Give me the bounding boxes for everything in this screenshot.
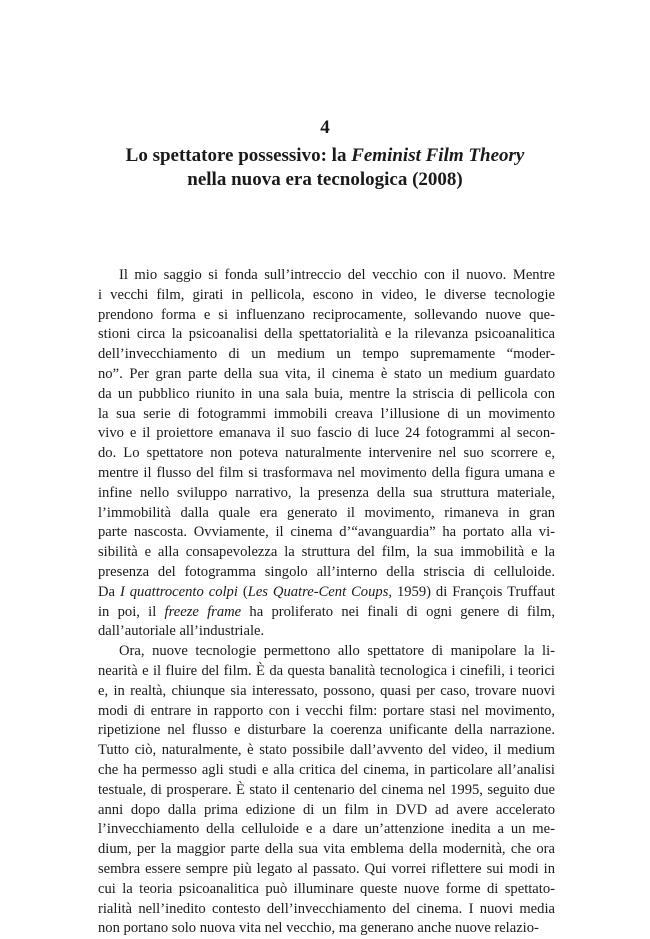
text-segment: sembra essere sempre più legato al passato. Qui vorrei riflettere sui modi in — [98, 860, 555, 877]
text-segment: anni dopo dalla prima edizione di un film in DVD ad avere accelerato — [98, 801, 555, 818]
text-segment: vivo e il proiettore emanava il suo fascio di luce 24 fotogrammi al secon- — [98, 425, 555, 442]
chapter-title-plain: Lo spettatore possessivo: la — [125, 145, 352, 166]
text-line — [98, 405, 555, 425]
text-segment: Il mio saggio si fonda sull’intreccio del vecchio con il nuovo. Mentre — [119, 267, 555, 283]
text-line — [98, 801, 555, 821]
body-text — [98, 266, 555, 939]
text-segment: ( — [237, 583, 248, 600]
text-line — [98, 444, 555, 464]
text-line — [98, 583, 555, 603]
text-line — [98, 325, 555, 345]
text-line — [98, 642, 555, 662]
chapter-title-italic: Feminist Film Theory — [351, 145, 525, 166]
text-line — [98, 622, 555, 642]
text-segment: dium, per la maggior parte della sua vita emblema della modernità, che ora — [98, 841, 555, 858]
text-line — [98, 266, 555, 286]
text-line — [98, 919, 555, 939]
text-line — [98, 365, 555, 385]
text-segment: , 1959) di François Truffaut — [388, 583, 555, 600]
text-line — [98, 484, 555, 504]
text-segment: che ha permesso agli studi e alla critica del cinema, in particolare all’analisi — [98, 761, 555, 778]
text-segment: stioni circa la psicoanalisi della spettatorialità e la rilevanza psicoanalitica — [98, 326, 555, 343]
text-line — [98, 721, 555, 741]
text-line — [98, 682, 555, 702]
text-segment: mentre il flusso del film si trasformava nel movimento della figura umana e — [98, 464, 555, 481]
chapter-title-line-1 — [90, 144, 560, 168]
text-line — [98, 860, 555, 880]
text-segment: l’invecchiamento della celluloide e a dare un’attenzione inedita a un me- — [98, 821, 555, 838]
text-line — [98, 424, 555, 444]
text-line — [98, 523, 555, 543]
text-segment: infine nello sviluppo narrativo, la presenza della sua struttura materiale, — [98, 484, 555, 501]
text-segment: ripetizione nel flusso e disturbare la coerenza unificante della narrazione. — [98, 722, 555, 739]
text-line — [98, 543, 555, 563]
text-segment: Ora, nuove tecnologie permettono allo spettatore di manipolare la li- — [119, 643, 555, 660]
chapter-title-line-2: nella nuova era tecnologica (2008) — [187, 169, 463, 190]
text-line — [98, 345, 555, 365]
text-line — [98, 385, 555, 405]
text-segment: parte nascosta. Ovviamente, il cinema d’“avanguardia” ha portato alla vi- — [98, 524, 555, 541]
text-line — [98, 603, 555, 623]
text-line — [98, 880, 555, 900]
text-line — [98, 741, 555, 761]
text-segment: Tutto ciò, naturalmente, è stato possibile dall’avvento del video, il medium — [98, 742, 555, 759]
text-segment: non portano solo nuova vita nel vecchio, ma generano anche nuove relazio- — [98, 920, 539, 937]
text-segment: e, in realtà, chiunque sia interessato, possono, quasi per caso, trovare nuovi — [98, 682, 555, 699]
text-segment: la sua serie di fotogrammi immobili creava l’illusione di un movimento — [98, 405, 555, 422]
text-segment: presenza del fotogramma singolo all’interno della striscia di celluloide. — [98, 563, 555, 580]
text-line — [98, 563, 555, 583]
text-segment: l’immobilità dalla quale era generato il movimento, rimaneva in gran — [98, 504, 555, 521]
text-line — [98, 900, 555, 920]
text-segment: i vecchi film, girati in pellicola, escono in video, le diverse tecnologie — [98, 286, 555, 303]
text-line — [98, 840, 555, 860]
text-segment: Da — [98, 583, 120, 600]
text-line — [98, 702, 555, 722]
chapter-title — [90, 144, 560, 192]
text-line — [98, 306, 555, 326]
italic-text: freeze frame — [164, 603, 242, 620]
text-line — [98, 286, 555, 306]
text-segment: da un pubblico riunito in una sala buia, mentre la striscia di pellicola con — [98, 385, 555, 402]
text-line — [98, 820, 555, 840]
text-segment: prendono forma e si influenzano reciprocamente, sollevando nuove que- — [98, 306, 555, 323]
text-segment: dall’autoriale all’industriale. — [98, 623, 265, 640]
text-line — [98, 761, 555, 781]
text-segment: nearità e il fluire del film. È da questa banalità tecnologica i cinefili, i teorici — [98, 662, 555, 679]
text-line — [98, 662, 555, 682]
text-line — [98, 504, 555, 524]
text-segment: cui la teoria psicoanalitica può illuminare queste nuove forme di spettato- — [98, 880, 555, 897]
text-segment: modi di entrare in rapporto con i vecchi film: portare stasi nel movimento, — [98, 702, 555, 719]
text-segment: testuale, di prosperare. È stato il centenario del cinema nel 1995, seguito due — [98, 781, 555, 798]
text-line — [98, 464, 555, 484]
text-segment: sibilità e alla consapevolezza la struttura del film, la sua immobilità e la — [98, 544, 555, 561]
italic-text: I quattrocento colpi — [119, 583, 238, 600]
text-segment: rialità nell’inedito contesto dell’invecchiamento del cinema. I nuovi media — [98, 900, 555, 917]
text-segment: in poi, il — [98, 603, 165, 620]
text-segment: dell’invecchiamento di un medium un tempo supremamente “moder- — [98, 346, 555, 363]
text-segment: no”. Per gran parte della sua vita, il cinema è stato un medium guardato — [98, 365, 555, 382]
text-segment: ha proliferato nei finali di ogni genere di film, — [241, 603, 556, 620]
text-segment: do. Lo spettatore non poteva naturalmente intervenire nel suo scorrere e, — [98, 445, 555, 462]
italic-text: Les Quatre-Cent Coups — [247, 583, 389, 600]
chapter-number: 4 — [320, 117, 330, 138]
text-line — [98, 781, 555, 801]
